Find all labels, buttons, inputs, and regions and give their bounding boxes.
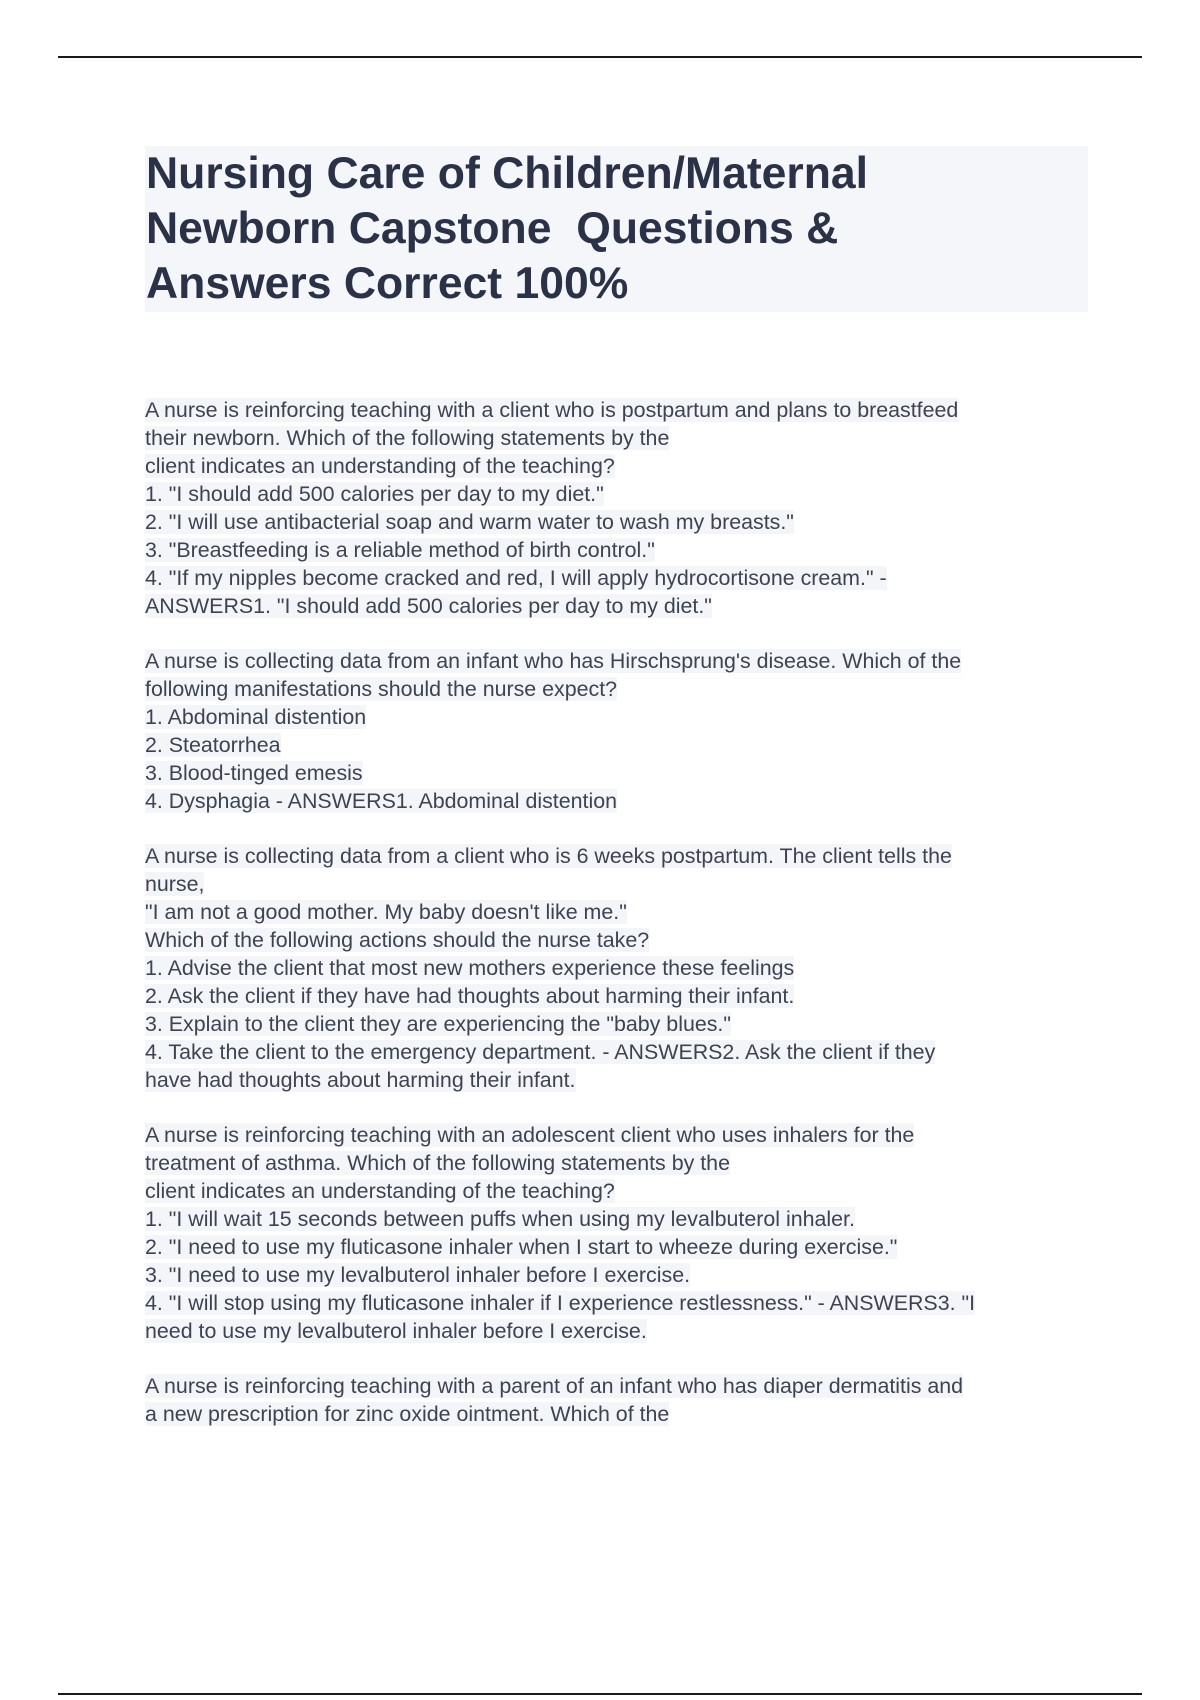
text-line: 4. Take the client to the emergency department. - ANSWERS2. Ask the client if they (145, 1040, 936, 1064)
text-line: 1. "I should add 500 calories per day to my diet." (145, 482, 604, 506)
text-line: 3. "I need to use my levalbuterol inhaler before I exercise. (145, 1263, 691, 1287)
text-line: 1. Abdominal distention (145, 705, 367, 729)
qa-item-2 (145, 647, 1105, 815)
text-line: client indicates an understanding of the teaching? (145, 454, 615, 478)
text-line: "I am not a good mother. My baby doesn't like me." (145, 900, 627, 924)
answer-line: need to use my levalbuterol inhaler before I exercise. (145, 1319, 647, 1343)
text-line: 2. "I need to use my fluticasone inhaler when I start to wheeze during exercise." (145, 1235, 898, 1259)
answer-line: have had thoughts about harming their infant. (145, 1068, 576, 1092)
text-line: A nurse is reinforcing teaching with a client who is postpartum and plans to breastfeed (145, 398, 959, 422)
qa-item-1 (145, 396, 1105, 620)
text-line: their newborn. Which of the following statements by the (145, 426, 670, 450)
bottom-divider (58, 1693, 1142, 1695)
title-line: Answers Correct 100% (146, 259, 629, 308)
qa-item-4 (145, 1121, 1105, 1345)
top-divider (58, 56, 1142, 58)
text-line: A nurse is reinforcing teaching with a parent of an infant who has diaper dermatitis and (145, 1374, 964, 1398)
text-line: a new prescription for zinc oxide ointment. Which of the (145, 1402, 670, 1426)
document-title (145, 146, 1088, 312)
text-line: Which of the following actions should the nurse take? (145, 928, 650, 952)
text-line: 2. Ask the client if they have had thoughts about harming their infant. (145, 984, 795, 1008)
text-line: 2. Steatorrhea (145, 733, 281, 757)
text-line: following manifestations should the nurse expect? (145, 677, 618, 701)
qa-list (145, 396, 1105, 1428)
text-line: A nurse is collecting data from an infant who has Hirschsprung's disease. Which of the (145, 649, 962, 673)
text-line: 4. "I will stop using my fluticasone inhaler if I experience restlessness." - ANSWERS3. "I (145, 1291, 976, 1315)
qa-item-3 (145, 842, 1105, 1094)
text-line: 3. Blood-tinged emesis (145, 761, 363, 785)
text-line: 2. "I will use antibacterial soap and warm water to wash my breasts." (145, 510, 794, 534)
text-line: A nurse is collecting data from a client who is 6 weeks postpartum. The client tells the (145, 844, 952, 868)
answer-line: ANSWERS1. "I should add 500 calories per day to my diet." (145, 594, 712, 618)
text-line: nurse, (145, 872, 205, 896)
title-line: Newborn Capstone Questions & (146, 204, 839, 253)
title-line: Nursing Care of Children/Maternal (146, 149, 868, 198)
qa-item-5 (145, 1372, 1105, 1428)
text-line: treatment of asthma. Which of the following statements by the (145, 1151, 730, 1175)
text-line: 1. "I will wait 15 seconds between puffs when using my levalbuterol inhaler. (145, 1207, 855, 1231)
answer-line: 4. Dysphagia - ANSWERS1. Abdominal distention (145, 789, 618, 813)
text-line: 3. Explain to the client they are experiencing the "baby blues." (145, 1012, 731, 1036)
text-line: A nurse is reinforcing teaching with an adolescent client who uses inhalers for the (145, 1123, 915, 1147)
text-line: client indicates an understanding of the teaching? (145, 1179, 615, 1203)
text-line: 3. "Breastfeeding is a reliable method of birth control." (145, 538, 655, 562)
text-line: 4. "If my nipples become cracked and red, I will apply hydrocortisone cream." - (145, 566, 887, 590)
text-line: 1. Advise the client that most new mothers experience these feelings (145, 956, 795, 980)
